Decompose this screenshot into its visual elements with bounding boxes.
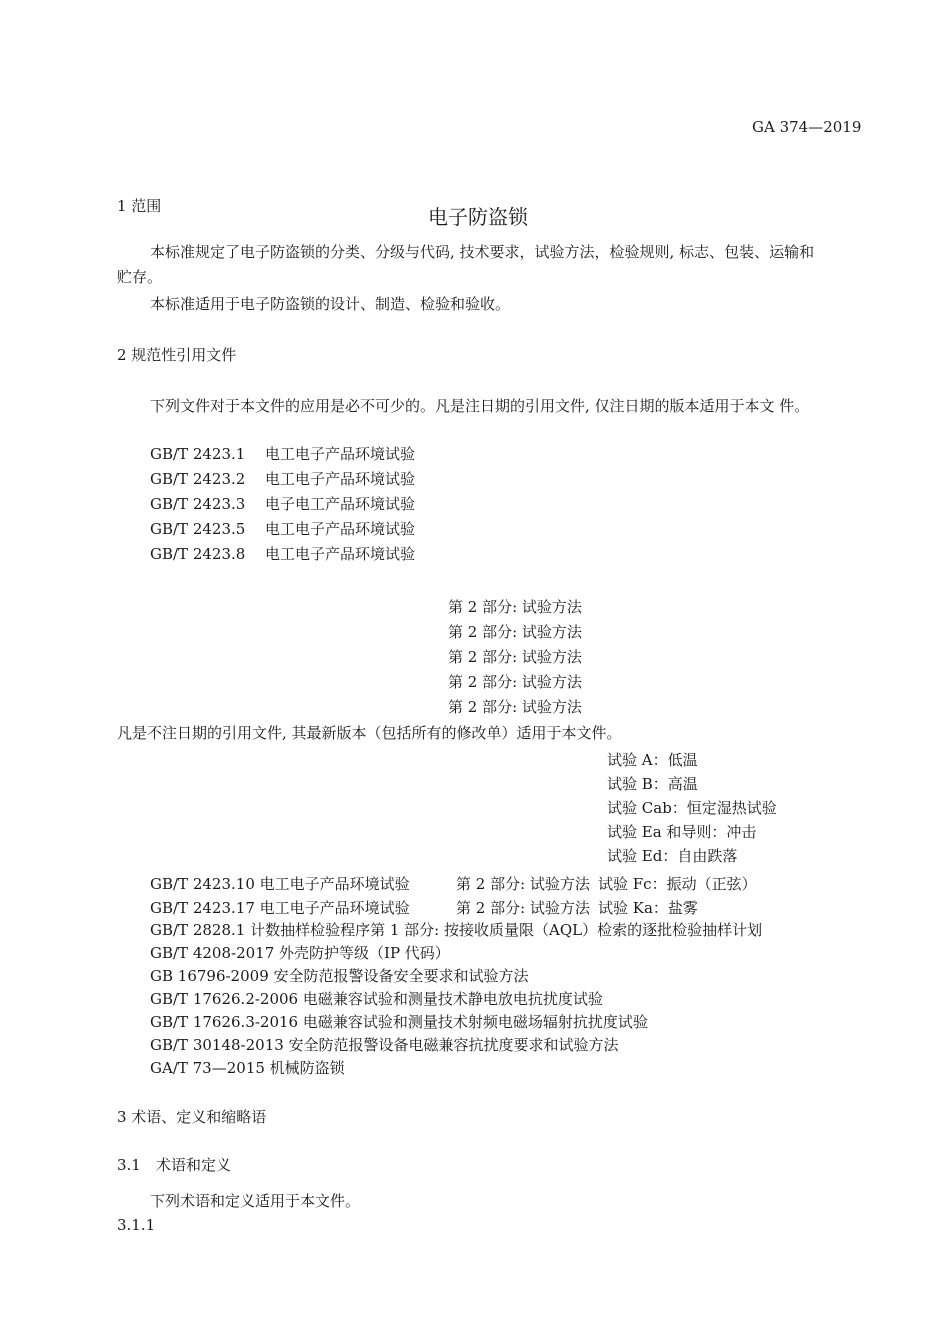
reference-item: GB/T 17626.2-2006 电磁兼容试验和测量技术静电放电抗扰度试验 — [150, 990, 603, 1008]
terms-intro: 下列术语和定义适用于本文件。 — [150, 1192, 361, 1210]
reference-test: 试验 Fc：振动（正弦） — [598, 875, 757, 893]
reference-part: 第 2 部分: 试验方法 — [448, 673, 582, 691]
reference-test: 试验 Ea 和导则：冲击 — [607, 823, 757, 841]
term-number: 3.1.1 — [117, 1216, 156, 1234]
reference-name: 电子电工产品环境试验 — [265, 495, 416, 513]
reference-code: GB/T 2423.8 — [150, 545, 246, 563]
reference-text: GB/T 2423.17 电工电子产品环境试验 — [150, 899, 410, 917]
reference-item: GB/T 17626.3-2016 电磁兼容试验和测量技术射频电磁场辐射抗扰度试验 — [150, 1013, 648, 1031]
scope-paragraph-2: 本标准适用于电子防盗锁的设计、制造、检验和验收。 — [150, 295, 511, 313]
references-intro: 下列文件对于本文件的应用是必不可少的。凡是注日期的引用文件, 仅注日期的版本适用于本文 件。 — [150, 397, 810, 415]
subsection-number: 3.1 — [117, 1156, 141, 1174]
document-title: 电子防盗锁 — [428, 205, 528, 229]
reference-test: 试验 Ka：盐雾 — [598, 899, 698, 917]
reference-test: 试验 B：高温 — [607, 775, 698, 793]
reference-code: GB/T 2423.5 — [150, 520, 246, 538]
scope-paragraph-1-line-2: 贮存。 — [117, 268, 163, 286]
reference-test: 试验 A：低温 — [607, 751, 698, 769]
reference-name: 电工电子产品环境试验 — [265, 520, 416, 538]
reference-item: GB 16796-2009 安全防范报警设备安全要求和试验方法 — [150, 967, 529, 985]
scope-paragraph-1-line-1: 本标准规定了电子防盗锁的分类、分级与代码, 技术要求，试验方法，检验规则, 标志、包装、运输和 — [150, 243, 815, 261]
reference-test: 试验 Cab：恒定湿热试验 — [607, 799, 777, 817]
reference-name: 电工电子产品环境试验 — [265, 545, 416, 563]
section-2-heading: 2 规范性引用文件 — [117, 346, 237, 364]
reference-item: GB/T 30148-2013 安全防范报警设备电磁兼容抗扰度要求和试验方法 — [150, 1036, 619, 1054]
section-3-heading: 3 术语、定义和缩略语 — [117, 1108, 267, 1126]
reference-part: 第 2 部分: 试验方法 — [456, 899, 590, 917]
reference-code: GB/T 2423.2 — [150, 470, 246, 488]
document-number: GA 374—2019 — [752, 118, 862, 136]
reference-code: GB/T 2423.3 — [150, 495, 246, 513]
reference-name: 电工电子产品环境试验 — [265, 470, 416, 488]
section-1-heading: 1 范围 — [117, 197, 162, 215]
reference-part: 第 2 部分: 试验方法 — [448, 648, 582, 666]
reference-part: 第 2 部分: 试验方法 — [448, 698, 582, 716]
reference-name: 电工电子产品环境试验 — [265, 445, 416, 463]
reference-part: 第 2 部分: 试验方法 — [448, 598, 582, 616]
reference-part: 第 2 部分: 试验方法 — [456, 875, 590, 893]
subsection-title: 术语和定义 — [156, 1156, 232, 1174]
reference-item: GB/T 4208-2017 外壳防护等级（IP 代码） — [150, 944, 450, 962]
reference-code: GB/T 2423.1 — [150, 445, 246, 463]
reference-text: GB/T 2423.10 电工电子产品环境试验 — [150, 875, 410, 893]
reference-test: 试验 Ed：自由跌落 — [607, 847, 738, 865]
undated-reference-note: 凡是不注日期的引用文件, 其最新版本（包括所有的修改单）适用于本文件。 — [117, 724, 622, 742]
reference-item: GB/T 2828.1 计数抽样检验程序第 1 部分: 按接收质量限（AQL）检索的逐批检验抽样计划 — [150, 921, 763, 939]
reference-item: GA/T 73—2015 机械防盗锁 — [150, 1059, 345, 1077]
reference-part: 第 2 部分: 试验方法 — [448, 623, 582, 641]
